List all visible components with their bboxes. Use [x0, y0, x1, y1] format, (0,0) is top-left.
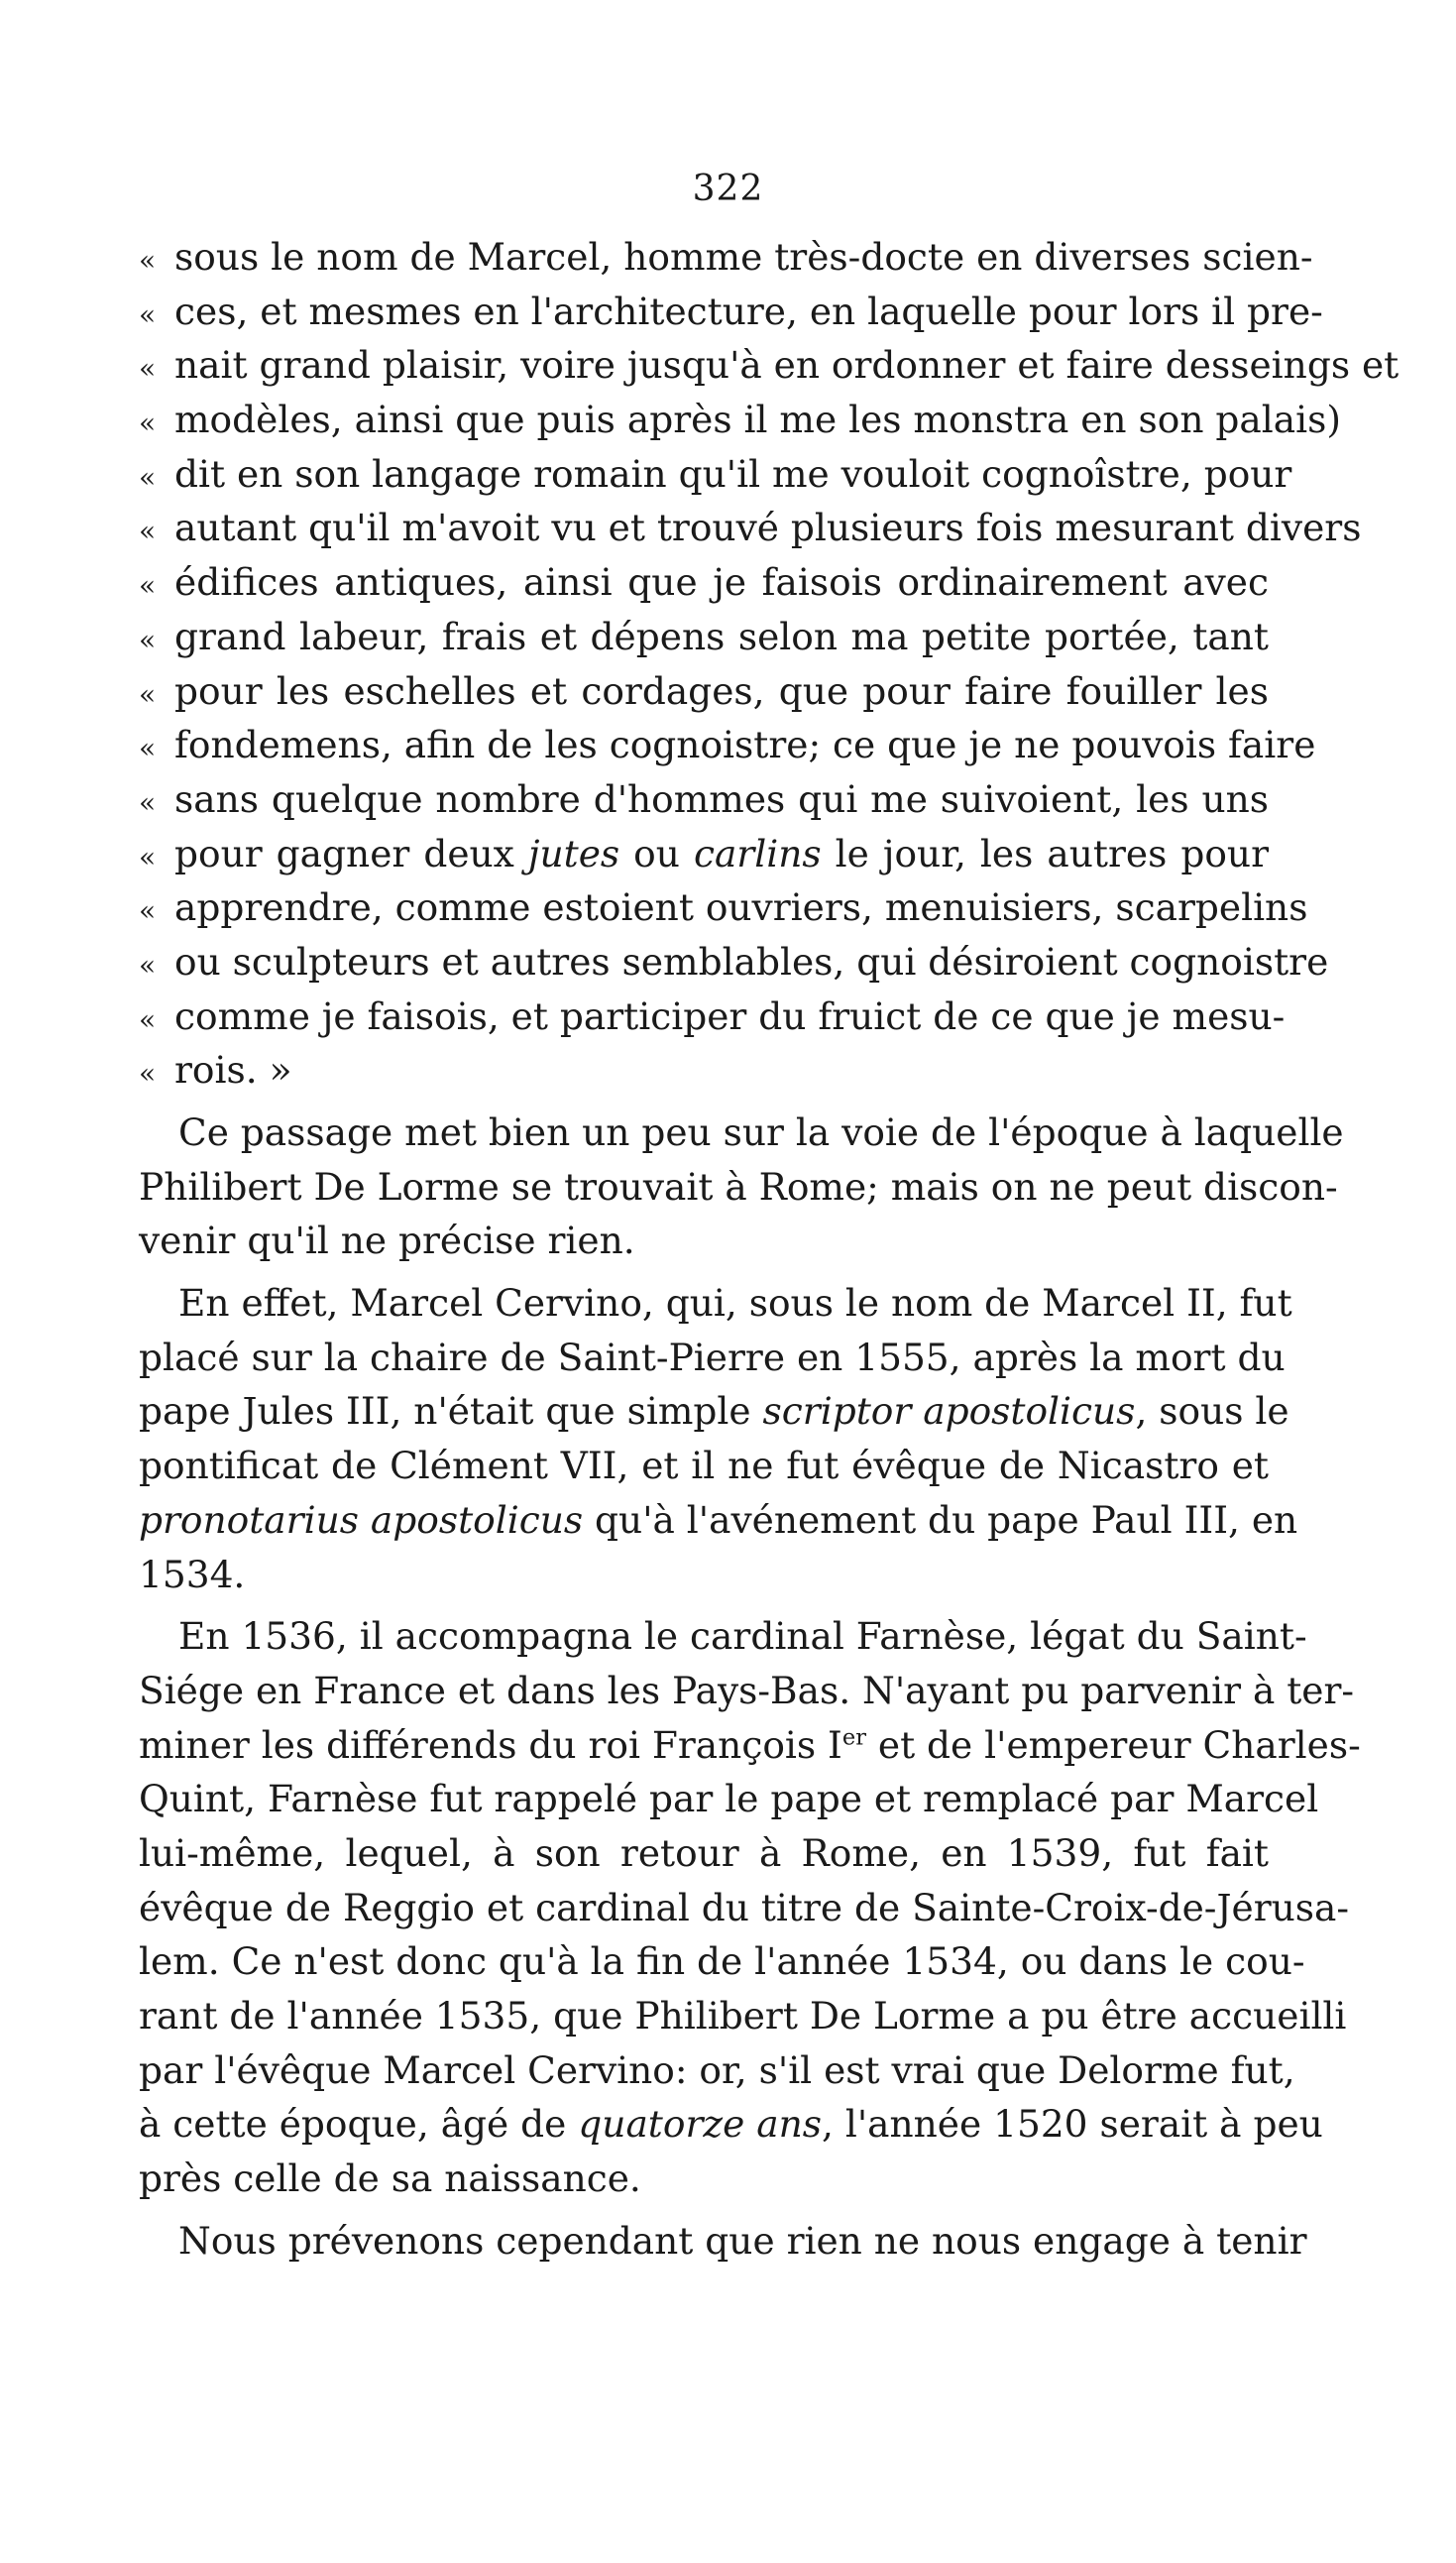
paragraph-line: Nous prévenons cependant que rien ne nous engage à tenir — [178, 2218, 1307, 2263]
quote-line-text: modèles, ainsi que puis après il me les monstra en son palais) — [174, 398, 1341, 442]
paragraph-line: pape Jules III, n'était que simple scriptor apostolicus, sous le — [139, 1389, 1289, 1434]
quote-line — [139, 501, 1362, 555]
paragraph-line: 1534. — [139, 1552, 246, 1596]
quote-mark: « — [139, 460, 157, 494]
quote-mark: « — [139, 732, 157, 765]
quote-mark: « — [139, 1057, 157, 1091]
quote-line-text: ces, et mesmes en l'architecture, en laquelle pour lors il pre- — [174, 289, 1323, 333]
quote-line — [139, 1043, 1269, 1098]
quote-line — [139, 772, 1269, 827]
quote-mark: « — [139, 407, 157, 440]
quote-line — [139, 555, 1269, 610]
quote-line-text: sous le nom de Marcel, homme très-docte en diverses scien- — [174, 235, 1313, 279]
paragraph-line: placé sur la chaire de Saint-Pierre en 1555, après la mort du — [139, 1335, 1286, 1379]
quote-line — [139, 935, 1329, 990]
quote-line-text: nait grand plaisir, voire jusqu'à en ordonner et faire desseings et — [174, 343, 1400, 388]
quote-mark: « — [139, 785, 157, 819]
paragraph-line: pontificat de Clément VII, et il ne fut évêque de Nicastro et — [139, 1444, 1269, 1488]
quote-mark: « — [139, 297, 157, 331]
quote-line-text: dit en son langage romain qu'il me vouloit cognoîstre, pour — [174, 451, 1292, 496]
paragraph-gap — [139, 2206, 1269, 2214]
quote-line-text: autant qu'il m'avoit vu et trouvé plusieurs fois mesurant divers — [174, 506, 1362, 550]
quote-line — [139, 338, 1400, 393]
paragraph-line: En effet, Marcel Cervino, qui, sous le nom de Marcel II, fut — [178, 1281, 1292, 1326]
quote-line-text: fondemens, afin de les cognoistre; ce que je ne pouvois faire — [174, 723, 1316, 767]
paragraph-line: venir qu'il ne précise rien. — [139, 1219, 635, 1263]
paragraph-line: miner les différends du roi François Ier et de l'empereur Charles- — [139, 1722, 1361, 1767]
quote-mark: « — [139, 948, 157, 982]
quote-mark: « — [139, 1002, 157, 1036]
quote-line — [139, 990, 1286, 1044]
quote-line-text: sans quelque nombre d'hommes qui me suivoient, les uns — [174, 776, 1269, 821]
quote-line — [139, 230, 1313, 285]
quote-line — [139, 393, 1341, 447]
quote-mark: « — [139, 894, 157, 928]
quote-line — [139, 827, 1269, 881]
paragraph-line: En 1536, il accompagna le cardinal Farnèse, légat du Saint- — [178, 1614, 1307, 1659]
quote-line — [139, 447, 1292, 502]
page-number: 322 — [692, 169, 764, 209]
quote-mark: « — [139, 515, 157, 548]
paragraph-line: lem. Ce n'est donc qu'à la fin de l'année 1534, ou dans le cou- — [139, 1939, 1305, 1984]
quote-line — [139, 664, 1269, 719]
paragraph-line: Quint, Farnèse fut rappelé par le pape et remplacé par Marcel — [139, 1777, 1319, 1821]
paragraph-line: Siége en France et dans les Pays-Bas. N'ayant pu parvenir à ter- — [139, 1668, 1355, 1712]
quote-line-text: édifices antiques, ainsi que je faisois ordinairement avec — [174, 560, 1269, 605]
quote-line — [139, 880, 1308, 935]
quote-line-text: rois. » — [174, 1048, 292, 1093]
quote-line-text: apprendre, comme estoient ouvriers, menuisiers, scarpelins — [174, 885, 1308, 930]
paragraph-line: près celle de sa naissance. — [139, 2156, 641, 2201]
quote-line-text: ou sculpteurs et autres semblables, qui désiroient cognoistre — [174, 939, 1329, 984]
quote-line-text: pour les eschelles et cordages, que pour faire fouiller les — [174, 668, 1269, 713]
body-text — [139, 230, 1400, 2268]
paragraph-line: évêque de Reggio et cardinal du titre de Sainte-Croix-de-Jérusa- — [139, 1885, 1350, 1929]
quote-mark: « — [139, 244, 157, 277]
paragraph-line: Philibert De Lorme se trouvait à Rome; mais on ne peut discon- — [139, 1164, 1338, 1209]
paragraph-line: pronotarius apostolicus qu'à l'avénement du pape Paul III, en — [139, 1497, 1298, 1542]
quote-line-text: pour gagner deux jutes ou carlins le jour, les autres pour — [174, 831, 1270, 875]
paragraph-line: rant de l'année 1535, que Philibert De Lorme a pu être accueilli — [139, 1994, 1347, 2038]
quote-line — [139, 718, 1316, 772]
paragraph-gap — [139, 1601, 1269, 1609]
paragraph-line: par l'évêque Marcel Cervino: or, s'il est vrai que Delorme fut, — [139, 2047, 1295, 2092]
quote-mark: « — [139, 677, 157, 711]
quote-mark: « — [139, 623, 157, 656]
paragraph-line: à cette époque, âgé de quatorze ans, l'année 1520 serait à peu — [139, 2102, 1323, 2147]
paragraph-gap — [139, 1268, 1269, 1276]
quote-line-text: comme je faisois, et participer du fruict de ce que je mesu- — [174, 993, 1286, 1038]
quote-mark: « — [139, 569, 157, 603]
paragraph-line: Ce passage met bien un peu sur la voie de l'époque à laquelle — [178, 1110, 1344, 1154]
paragraph-line: lui-même, lequel, à son retour à Rome, en 1539, fut fait — [139, 1830, 1269, 1875]
quote-line-text: grand labeur, frais et dépens selon ma petite portée, tant — [174, 614, 1269, 658]
paragraph-gap — [139, 1098, 1269, 1106]
quote-mark: « — [139, 352, 157, 386]
quote-line — [139, 285, 1323, 339]
quote-line — [139, 610, 1269, 664]
quote-mark: « — [139, 840, 157, 874]
